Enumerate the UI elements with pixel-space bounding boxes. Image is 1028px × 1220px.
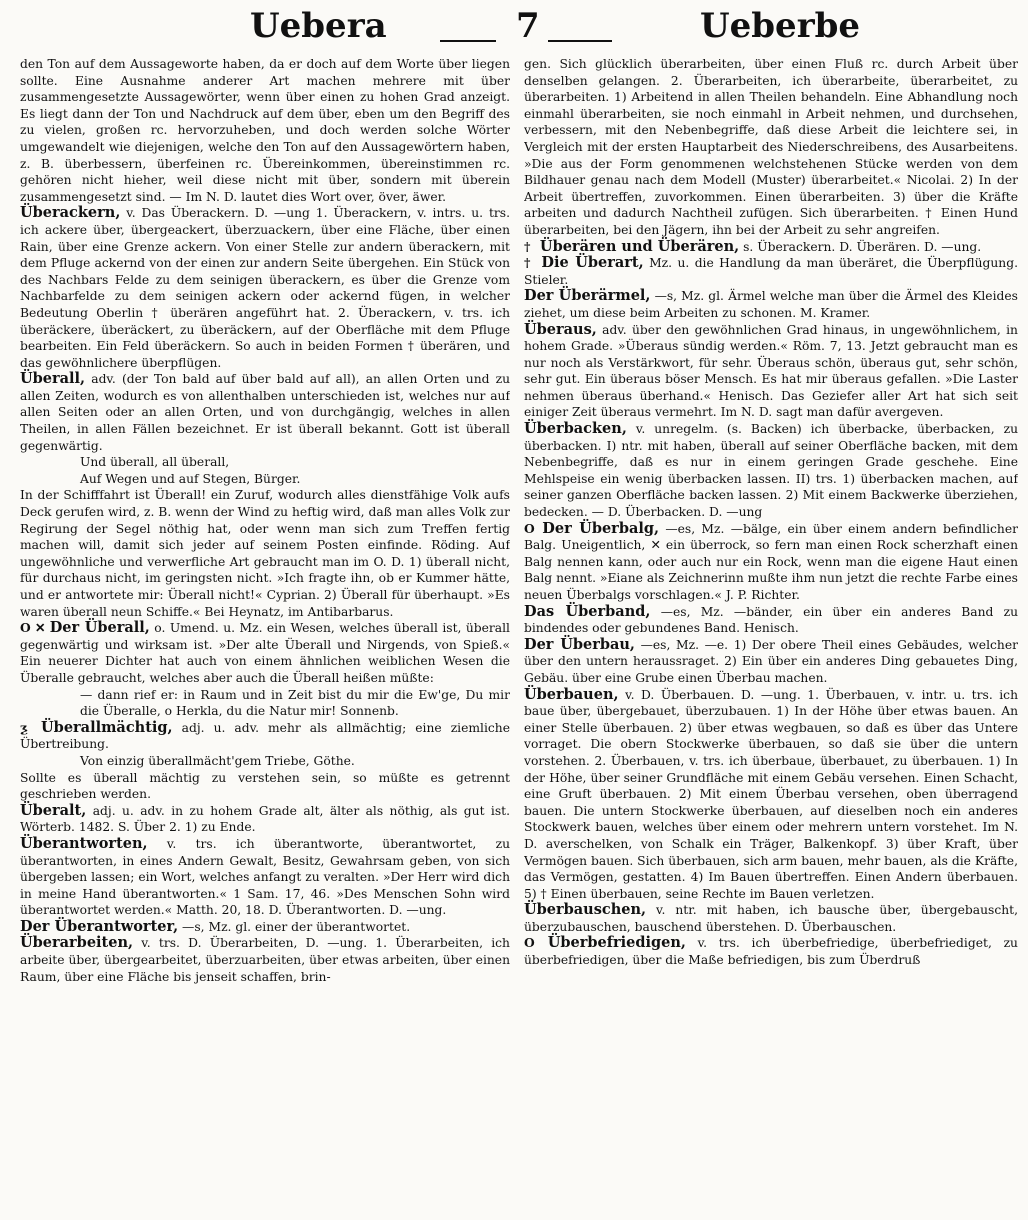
entry-headword: Der Überall,: [49, 619, 150, 637]
entry-text: v. trs. ich überantworte, überantwortet, zu überantworten, in eines Andern Gewalt, Besitz, Gewahrsam geben, von sich übergeben lassen; ein Wort, welches anfangt zu veralten. »Der Herr wird dich in meine Hand überantworten.« 1 Sam. 17, 46. »Des Menschen Sohn wird überantwortet werden.« Matth. 20, 18. D. Überantworten. D. —ung.: [20, 836, 510, 918]
entry-text: —s, Mz. gl. einer der überantwortet.: [182, 919, 411, 934]
entry-marker: O: [524, 935, 535, 951]
entry-headword: Überall,: [20, 370, 86, 388]
dictionary-entry: [20, 753, 510, 770]
dictionary-entry: [524, 687, 1018, 903]
dictionary-entry: [524, 288, 1018, 321]
entry-headword: Das Überband,: [524, 602, 651, 620]
entry-text: den Ton auf dem Aussageworte haben, da er doch auf dem Worte über liegen sollte. Eine Ausnahme anderer Art machen mehrere mit über zusammengesetzte Aussagewörter, wenn über einen zu hohen Grad anzeigt. Es liegt dann der Ton und Nachdruck auf dem über, eben um den Begriff des zu vielen, großen rc. hervorzuheben, und doch werden solche Wörter umgewandelt wie diejenigen, welche den Ton auf den Aussagewörtern haben, z. B. überbessern, überfeinen rc. Übereinkommen, übereinstimmen rc. gehören nicht hieher, weil diese nicht mit über, sondern mit überein zusammengesetzt sind. — Im N. D. lautet dies Wort over, över, äwer.: [20, 57, 510, 204]
entry-headword: Überaus,: [524, 320, 597, 338]
entry-text: Auf Wegen und auf Stegen, Bürger.: [80, 471, 301, 486]
dictionary-entry: [20, 471, 510, 488]
dictionary-entry: [20, 803, 510, 836]
dictionary-entry: [524, 421, 1018, 521]
entry-headword: Überarbeiten,: [20, 934, 134, 952]
entry-headword: Überantworten,: [20, 834, 148, 852]
dictionary-entry: [20, 205, 510, 371]
entry-text: —es, Mz. —bänder, ein über ein anderes Band zu bindendes oder gebundenes Band. Henisch.: [524, 604, 1018, 636]
entry-text: o. Umend. u. Mz. ein Wesen, welches überall ist, überall gegenwärtig und wirksam ist. »Der alte Überall und Nirgends, von Spieß.« Ein neuerer Dichter hat auch von einem ähnlichen weiblichen Wesen die Überalle gebraucht, welches aber auch die Überall heißen müßte:: [20, 621, 510, 685]
header-rule-left: [440, 40, 496, 42]
entry-headword: Der Überbalg,: [542, 519, 660, 537]
entry-headword: Überbauen,: [524, 685, 619, 703]
entry-text: Mz. u. die Handlung da man überäret, die Überpflügung. Stieler.: [524, 256, 1018, 287]
dictionary-entry: [524, 255, 1018, 288]
entry-text: In der Schifffahrt ist Überall! ein Zuruf, wodurch alles dienstfähige Volk aufs Deck gerufen wird, z. B. wenn der Wind zu heftig wird, daß man alles Volk zur Regirung der Segel nöthig hat, oder wenn man sich zum Treffen fertig machen will, damit sich jeder auf seinem Posten einfinde. Röding. Auf ungewöhnliche und verwerfliche Art gebraucht man im O. D. 1) überall nicht, für durchaus nicht, im geringsten nicht. »Ich fragte ihn, ob er Kummer hätte, und er antwortete mir: Überall nicht!« Cyprian. 2) Überall für überhaupt. »Es waren überall neun Schiffe.« Bei Heynatz, im Antibarbarus.: [20, 488, 510, 619]
left-column: [20, 56, 510, 1216]
dictionary-entry: [524, 902, 1018, 935]
entry-text: Von einzig überallmächt'gem Triebe, Göthe.: [80, 753, 355, 768]
entry-marker: †: [524, 238, 531, 254]
entry-text: —s, Mz. gl. Ärmel welche man über die Ärmel des Kleides ziehet, um diese beim Arbeiten zu schonen. M. Kramer.: [524, 289, 1018, 320]
entry-text: v. D. Überbauen. D. —ung. 1. Überbauen, v. intr. u. trs. ich baue über, übergebauet, überzubauen. 1) In der Höhe über etwas bauen. An einer Stelle überbauen. 2) über etwas wegbauen, so daß es über das Untere vorraget. Die obern Stockwerke überbauen, so daß sie über die untern vorstehen. 2. Überbauen, v. trs. ich überbaue, überbauet, zu überbauen. 1) In der Höhe, über seiner Grundfläche mit einem Gebäu versehen. Einen Schacht, eine Gruft überbauen. 2) Mit einem Überbau versehen, oben überragend bauen. Die untern Stockwerke überbauen, auf dieselben noch ein anderes Stockwerk bauen, welches über einem oder mehrern untern vorstehet. Im N. D. averschelken, von Schalk ein Träger, Balkenkopf. 3) über Kraft, über Vermögen bauen. Sich überbauen, sich arm bauen, mehr bauen, als die Kräfte, das Vermögen, gestatten. 4) Im Bauen übertreffen. Einen Andern überbauen. 5) † Einen überbauen, seine Rechte im Bauen verletzen.: [524, 687, 1018, 901]
entry-text: adv. (der Ton bald auf über bald auf all), an allen Orten und zu allen Zeiten, wodurch es von allenthalben unterschieden ist, welches nur auf allen Seiten oder an allen Orten, und von durchgängig, welches in allen Theilen, in allen Fällen bezeichnet. Er ist überall bekannt. Gott ist überall gegenwärtig.: [20, 372, 510, 453]
entry-text: adj. u. adv. in zu hohem Grade alt, älter als nöthig, als gut ist. Wörterb. 1482. S. Über 2. 1) zu Ende.: [20, 803, 510, 835]
entry-text: v. ntr. mit haben, ich bausche über, übergebauscht, überzubauschen, bauschend überstehen. D. Überbauschen.: [524, 903, 1018, 934]
entry-headword: Überbefriedigen,: [547, 934, 686, 952]
page-header: [0, 0, 1028, 60]
dictionary-entry: [524, 56, 1018, 239]
dictionary-entry: [524, 322, 1018, 422]
entry-marker: †: [524, 255, 531, 271]
dictionary-entry: [524, 637, 1018, 687]
dictionary-entry: [524, 239, 1018, 256]
entry-headword: Überalt,: [20, 801, 87, 819]
entry-headword: Der Überantworter,: [20, 917, 179, 935]
dictionary-entry: [20, 454, 510, 471]
dictionary-entry: [20, 487, 510, 620]
header-rule-right: [548, 40, 612, 42]
entry-text: —es, Mz. —e. 1) Der obere Theil eines Gebäudes, welcher über den untern heraussraget. 2) Ein über ein anderes Ding gebauetes Ding, Gebäu. über eine Grube einen Überbau machen.: [524, 637, 1018, 685]
page-number: 7: [516, 6, 540, 46]
entry-headword: Überbauschen,: [524, 901, 647, 919]
dictionary-entry: [20, 770, 510, 803]
entry-marker: O: [524, 520, 535, 536]
entry-text: v. trs. ich überbefriedige, überbefriediget, zu überbefriedigen, über die Maße befriedigen, bis zum Überdruß: [524, 936, 1018, 968]
entry-headword: Überackern,: [20, 204, 121, 222]
entry-marker: O ✕: [20, 620, 46, 636]
entry-text: Und überall, all überall,: [80, 455, 230, 470]
dictionary-entry: [20, 919, 510, 936]
dictionary-entry: [20, 720, 510, 753]
entry-text: gen. Sich glücklich überarbeiten, über einen Fluß rc. durch Arbeit über denselben gelangen. 2. Überarbeiten, ich überarbeite, überarbeitet, zu überarbeiten. 1) Arbeitend in allen Theilen behandeln. Eine Abhandlung noch einmahl überarbeiten, sie noch einmahl in Arbeit nehmen, und durchsehen, verbessern, mit den Nebenbegriffe, daß diese Arbeit die leichtere sei, in Vergleich mit der ersten Hauptarbeit des Niederschreibens, des Ausarbeitens. »Die aus der Form genommenen welchstehenen Stücke werden von dem Bildhauer genau nach dem Modell (Muster) überarbeitet.« Nicolai. 2) In der Arbeit übertreffen, zuvorkommen. Einen überarbeiten. 3) über die Kräfte arbeiten und dadurch Nachtheil zufügen. Sich überarbeiten. † Einen Hund überarbeiten, bei den Jägern, ihn bei der Arbeit zu sehr angreifen.: [524, 57, 1018, 237]
running-head-right: Ueberbe: [700, 6, 861, 46]
right-column: [524, 56, 1018, 1216]
entry-text: Sollte es überall mächtig zu verstehen sein, so müßte es getrennt geschrieben werden.: [20, 770, 510, 802]
entry-text: v. Das Überackern. D. —ung 1. Überackern, v. intrs. u. trs. ich ackere über, übergeackert, überzuackern, über eine Fläche, über einen Rain, über eine Grenze ackern. Von einer Stelle zur andern überackern, mit dem Pfluge ackernd von der einen zur andern Seite übergehen. Ein Stück von des Nachbars Felde zu dem seinigen überackern, es über die Grenze vom Nachbarfelde zu dem seinigen ackern oder ackernd fügen, in welcher Bedeutung Oberlin † überären angeführt hat. 2. Überackern, v. trs. ich überäckere, überäckert, zu überäckern, auf der Oberfläche mit dem Pfluge bearbeiten. Ein Feld überäckern. So auch in beiden Formen † überären, und das gewöhnlichere überpflügen.: [20, 206, 510, 370]
entry-headword: Überären und Überären,: [539, 237, 740, 255]
dictionary-entry: [20, 935, 510, 985]
dictionary-entry: [524, 604, 1018, 637]
dictionary-entry: [524, 935, 1018, 968]
entry-text: v. trs. D. Überarbeiten, D. —ung. 1. Überarbeiten, ich arbeite über, übergearbeitet, überzuarbeiten, über etwas arbeiten, über einen Raum, über eine Fläche bis jenseit schaffen, brin-: [20, 936, 510, 984]
running-head-left: Uebera: [250, 6, 387, 46]
entry-headword: Der Überärmel,: [524, 287, 651, 305]
dictionary-entry: [20, 620, 510, 686]
entry-text: adj. u. adv. mehr als allmächtig; eine ziemliche Übertreibung.: [20, 720, 510, 752]
entry-headword: Der Überbau,: [524, 635, 635, 653]
dictionary-entry: [524, 521, 1018, 604]
dictionary-entry: [20, 836, 510, 919]
entry-text: s. Überackern. D. Überären. D. —ung.: [743, 239, 982, 254]
entry-headword: Überallmächtig,: [41, 718, 173, 736]
entry-marker: ƺ: [20, 719, 29, 735]
entry-text: adv. über den gewöhnlichen Grad hinaus, in ungewöhnlichem, in hohem Grade. »Überaus sündig werden.« Röm. 7, 13. Jetzt gebraucht man es nur noch als Verstärkwort, für sehr. Überaus schön, überaus gut, sehr schön, sehr gut. Ein überaus böser Mensch. Es hat mir überaus gefallen. »Die Laster nehmen überaus überhand.« Henisch. Das Geziefer aller Art hat sich seit einiger Zeit überaus vermehrt. Im N. D. sagt man dafür avergeven.: [524, 322, 1018, 420]
entry-text: —es, Mz. —bälge, ein über einem andern befindlicher Balg. Uneigentlich, ✕ ein überrock, so fern man einen Rock scherzhaft einen Balg nennen kann, oder auch nur ein Rock, wenn man die eigene Haut einen Balg nennt. »Eiane als Zeichnerinn mußte ihm nun jetzt die rechte Farbe eines neuen Überbalgs vorschlagen.« J. P. Richter.: [524, 521, 1018, 602]
dictionary-entry: [20, 687, 510, 720]
dictionary-entry: [20, 371, 510, 454]
entry-headword: Überbacken,: [524, 420, 627, 438]
entry-text: — dann rief er: in Raum und in Zeit bist du mir die Ew'ge, Du mir die Überalle, o Herkla, du die Natur mir! Sonnenb.: [80, 687, 510, 719]
dictionary-entry: [20, 56, 510, 205]
entry-text: v. unregelm. (s. Backen) ich überbacke, überbacken, zu überbacken. I) ntr. mit haben, überall auf seiner Oberfläche backen, mit dem Nebenbegriffe, daß es nur in einem geringen Grade geschehe. Eine Mehlspeise ein wenig überbacken lassen. II) trs. 1) überbacken machen, auf seiner ganzen Oberfläche backen lassen. 2) Mit einem Backwerke überziehen, bedecken. — D. Überbacken. D. —ung: [524, 422, 1018, 520]
entry-headword: Die Überart,: [541, 254, 644, 272]
